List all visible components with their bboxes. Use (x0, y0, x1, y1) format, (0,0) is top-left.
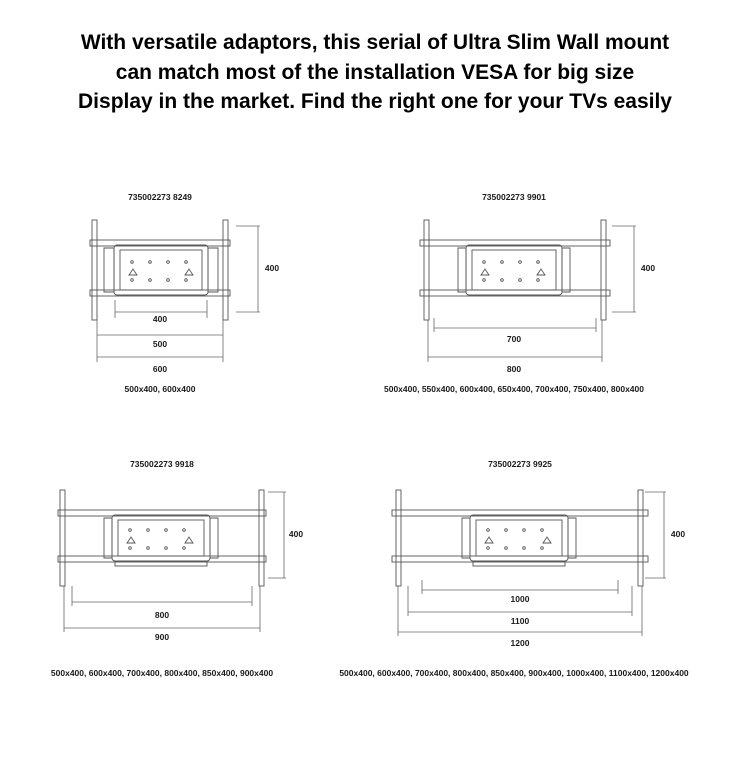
height-dimension: 400 (288, 529, 304, 539)
headline-line-3: Display in the market. Find the right one for your TVs easily (78, 90, 672, 113)
vesa-compatibility: 500x400, 600x400, 700x400, 800x400, 850x400, 900x400, 1000x400, 1100x400, 1200x400 (339, 668, 689, 678)
mount-diagram-9901 (384, 192, 655, 394)
headline-line-1: With versatile adaptors, this serial of Ultra Slim Wall mount (80, 31, 670, 54)
model-number: 735002273 9925 (488, 459, 552, 469)
width-dimension-1: 800 (154, 610, 170, 620)
model-number: 735002273 9901 (482, 192, 546, 202)
height-dimension: 400 (264, 263, 280, 273)
width-dimension-1: 1000 (510, 594, 530, 604)
wall-mount-drawing (90, 220, 230, 320)
width-dimension-2: 900 (154, 632, 170, 642)
wall-mount-drawing (420, 220, 610, 320)
headline-line-2: can match most of the installation VESA for big size (115, 60, 635, 84)
height-dimension: 400 (640, 263, 656, 273)
width-dimension-1: 400 (152, 314, 168, 324)
width-dimension-1: 700 (506, 334, 522, 344)
vesa-compatibility: 500x400, 600x400 (124, 384, 196, 394)
model-number: 735002273 8249 (128, 192, 192, 202)
dimension-lines (398, 492, 666, 636)
mount-diagram-8249 (90, 192, 279, 394)
model-number: 735002273 9918 (130, 459, 194, 469)
height-dimension: 400 (670, 529, 686, 539)
width-dimension-2: 800 (506, 364, 522, 374)
mount-diagram-9925 (339, 459, 689, 678)
vesa-compatibility: 500x400, 550x400, 600x400, 650x400, 700x400, 750x400, 800x400 (384, 384, 644, 394)
vesa-compatibility: 500x400, 600x400, 700x400, 800x400, 850x400, 900x400 (50, 668, 274, 678)
wall-mount-drawing (392, 490, 648, 586)
width-dimension-2: 1100 (510, 616, 530, 626)
mount-diagram-9918 (51, 459, 303, 678)
wall-mount-drawing (58, 490, 266, 586)
width-dimension-2: 500 (152, 339, 168, 349)
width-dimension-3: 1200 (510, 638, 530, 648)
width-dimension-3: 600 (152, 364, 168, 374)
